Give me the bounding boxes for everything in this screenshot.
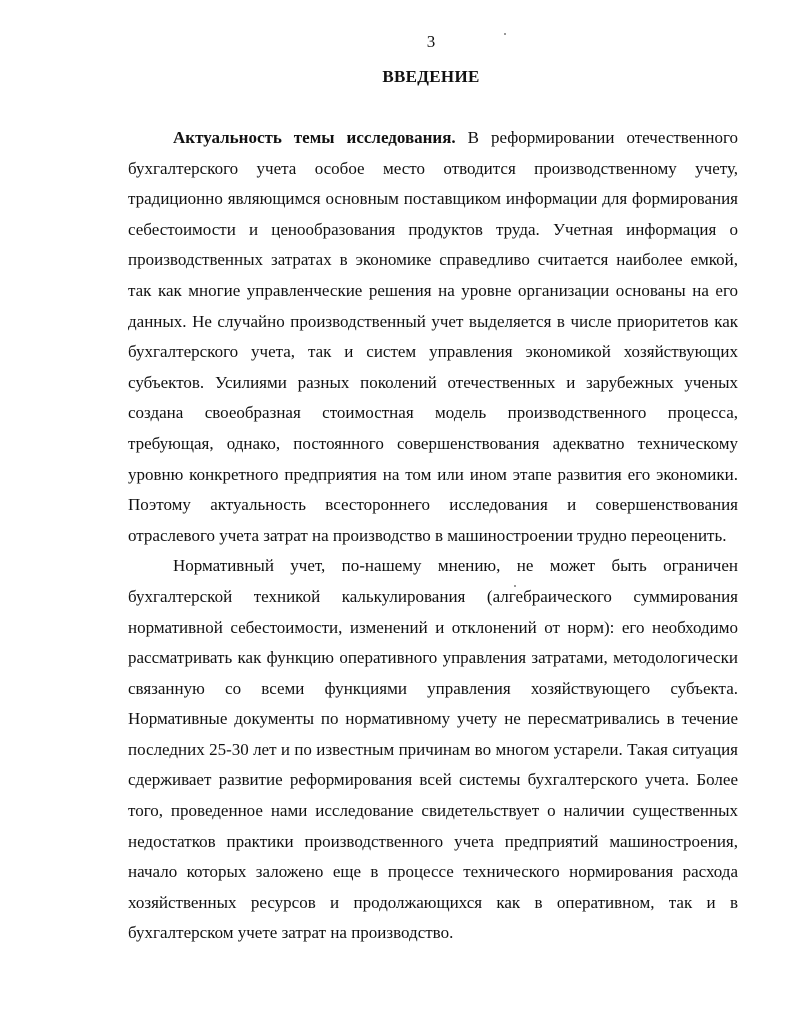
paragraph-normative-accounting (128, 551, 738, 949)
paragraph-lead: Актуальность темы исследования. (173, 128, 456, 147)
paragraph-text: Нормативный учет, по-нашему мнению, не может быть ограничен бухгалтерской техникой калькулирования (алгебраического суммирования нормативной себестоимости, изменений и отклонений от норм): его необходимо рассматривать как функцию оперативного управления затратами, методологически связанную со всеми функциями управления хозяйствующего субъекта. Нормативные документы по нормативному учету не пересматривались в течение последних 25-30 лет и по известным причинам во многом устарели. Такая ситуация сдерживает развитие реформирования всей системы бухгалтерского учета. Более того, проведенное нами исследование свидетельствует о наличии существенных недостатков практики производственного учета предприятий машиностроения, начало которых заложено еще в процессе технического нормирования расхода хозяйственных ресурсов и продолжающихся как в оперативном, так и в бухгалтерском учете затрат на производство. (128, 556, 738, 943)
scan-speck (504, 33, 506, 35)
scan-speck (514, 585, 516, 587)
section-heading: ВВЕДЕНИЕ (382, 67, 480, 86)
body-text (128, 123, 738, 949)
page-number: 3 (426, 32, 436, 51)
paragraph-relevance (128, 123, 738, 551)
paragraph-text: В реформировании отечественного бухгалтерского учета особое место отводится производственному учету, традиционно являющимся основным поставщиком информации для формирования себестоимости и ценообразования продуктов труда. Учетная информация о производственных затратах в экономике справедливо считается наиболее емкой, так как многие управленческие решения на уровне организации основаны на его данных. Не случайно производственный учет выделяется в числе приоритетов как бухгалтерского учета, так и систем управления экономикой хозяйствующих субъектов. Усилиями разных поколений отечественных и зарубежных ученых создана своеобразная стоимостная модель производственного процесса, требующая, однако, постоянного совершенствования адекватно техническому уровню конкретного предприятия на том или ином этапе развития его экономики. Поэтому актуальность всестороннего исследования и совершенствования отраслевого учета затрат на производство в машиностроении трудно переоценить. (128, 128, 739, 545)
